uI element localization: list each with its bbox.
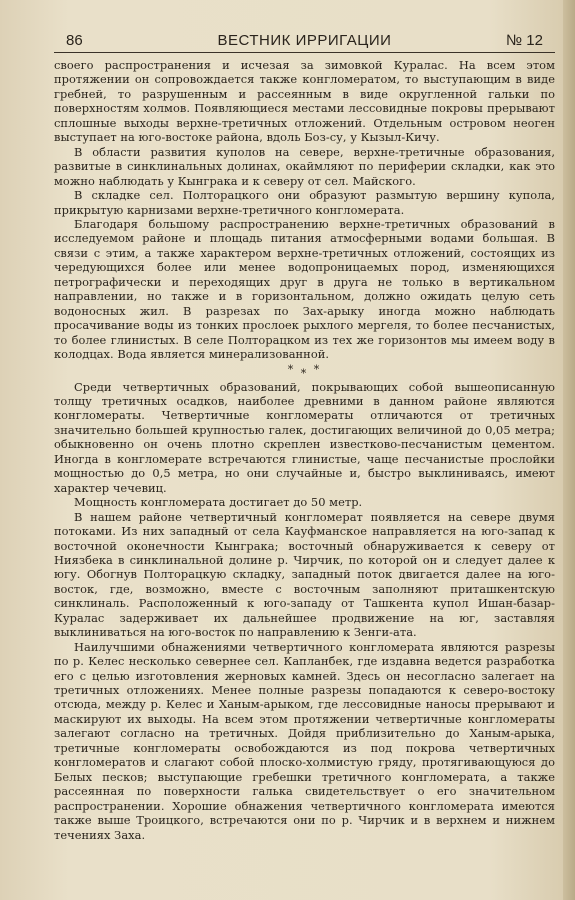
separator-star: *	[300, 366, 309, 380]
running-header	[54, 30, 555, 53]
article-body	[54, 58, 555, 842]
paragraph-8: Наилучшими обнажениями четвертичного конгломерата являются разрезы по р. Келес несколько севернее сел. Капланбек, где издавна ведется разработка его с целью изготовления жерновых камней. Здесь он несогласно залегает на третичных отложениях. Менее полные разрезы попадаются к северо-востоку отсюда, между р. Келес и Ханым-арыком, где лессовидные наносы прерывают и маскируют их выходы. На всем этом протяжении четвертичные конгломераты залегают согласно на третичных. Дойдя приблизительно до Ханым-арыка, третичные конгломераты освобождаются из под покрова четвертичных конгломератов и слагают собой плоско-холмистую гряду, протягивающуюся до Белых песков; выступающие гребешки третичного конгломерата, а также рассеянная по поверхности галька свидетельствует о его значительном распространении. Хорошие обнажения четвертичного конгломерата имеются также выше Троицкого, встречаются они по р. Чирчик и в верхнем и нижнем течениях Заха.	[54, 639, 555, 842]
paragraph-4: Благодаря большому распространению верхне-третичных образований в исследуемом районе и площадь питания атмосферными водами большая. В связи с этим, а также характером верхне-третичных отложений, состоящих из чередующихся более или менее водопроницаемых пород, изменяющихся петрографически и переходящих друг в друга не только в вертикальном направлении, но также и в горизонтальном, должно ожидать целую сеть водоносных жил. В разрезах по Зах-арыку иногда можно наблюдать просачивание воды из тонких прослоек рыхлого мергеля, то более песчанистых, то более глинистых. В селе Полторацком из тех же горизонтов мы имеем воду в колодцах. Вода является минерализованной.	[54, 216, 555, 362]
separator-star: *	[313, 362, 322, 376]
paragraph-6: Мощность конгломерата достигает до 50 метр.	[74, 495, 363, 510]
section-separator	[54, 362, 555, 380]
page-edge-shadow	[563, 0, 575, 900]
journal-title: ВЕСТНИК ИРРИГАЦИИ	[217, 32, 392, 49]
paragraph-2: В области развития куполов на севере, верхне-третичные образования, развитые в синклинальных долинах, окаймляют по периферии складки, как это можно наблюдать у Кынграка и к северу от сел. Майского.	[54, 144, 555, 188]
paragraph-1: своего распространения и исчезая за зимовкой Куралас. На всем этом протяжении он сопровождается также конгломератом, то выступающим в виде гребней, то разрушенным и рассеянным в виде округленной гальки по поверхностям холмов. Появляющиеся местами лессовидные покровы прерывают сплошные выходы верхне-третичных отложений. Отдельным островом неоген выступает на юго-востоке района, вдоль Боз-су, у Кызыл-Кичу.	[54, 58, 555, 145]
paragraph-7: В нашем районе четвертичный конгломерат появляется на севере двумя потоками. Из них западный от села Кауфманское направляется на юго-запад к восточной оконечности Кынграка; восточный обнаруживается к северу от Ниязбека в синклинальной долине р. Чирчик, по которой он и следует далее к югу. Обогнув Полторацкую складку, западный поток двигается далее на юго-восток, где, возможно, вместе с восточным заполняют приташкентскую синклиналь. Расположенный к юго-западу от Ташкента купол Ишан-базар-Куралас задерживает их дальнейшее продвижение на юг, заставляя выклиниваться на юго-восток по направлению к Зенги-ата.	[54, 509, 555, 640]
issue-number: № 12	[506, 32, 543, 49]
paragraph-5: Среди четвертичных образований, покрывающих собой вышеописанную толщу третичных осадков, наиболее древними в данном районе являются конгломераты. Четвертичные конгломераты отличаются от третичных значительно большей крупностью галек, достигающих величиной до 0,05 метра; обыкновенно он очень плотно скреплен известково-песчанистым цементом. Иногда в конгломерате встречаются глинистые, чаще песчанистые прослойки мощностью до 0,5 метра, но они случайные и, быстро выклиниваясь, имеют характер чечевиц.	[54, 379, 555, 495]
page-number: 86	[66, 32, 83, 49]
separator-star: *	[287, 362, 296, 376]
paragraph-3: В складке сел. Полторацкого они образуют размытую вершину купола, прикрытую карнизами верхне-третичного конгломерата.	[54, 188, 555, 217]
